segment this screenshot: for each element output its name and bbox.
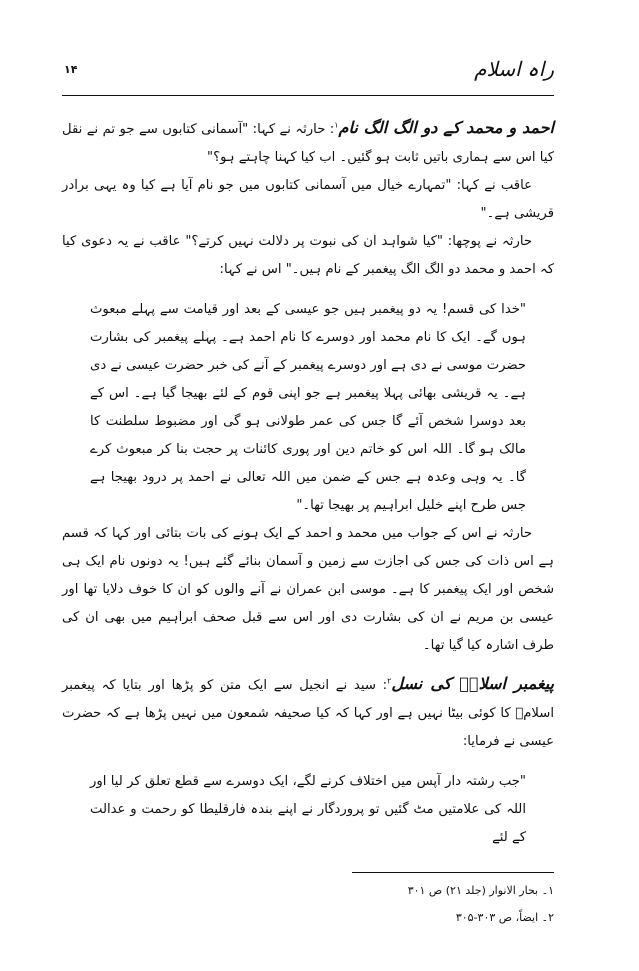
haritha-response: حارثہ نے اس کے جواب میں محمد و احمد کے ایک ہونے کی بات بتائی اور کہا کہ قسم ہے اس ذات کی جس کی اجازت سے زمین و آسمان بنائے گئے ہیں! یہ دونوں نام ایک ہی شخص اور ایک پیغمبر کا ہے۔ موسی ابن عمران نے آنے والوں کو ان کا خوف دلایا تھا اور عیسی بن مریم نے ان کی بشارت دی اور اس سے قبل صحف ابراہیم میں بھی ان کی طرف اشارہ کیا گیا تھا۔ — [62, 526, 554, 653]
footnotes — [62, 877, 554, 931]
section-1-intro-text: : حارثہ نے کہا: "آسمانی کتابوں سے جو تم نے نقل کیا اس سے ہماری باتیں ثابت ہو گئیں۔ اب کیا کہنا چاہتے ہو؟" — [62, 122, 554, 165]
section-2-heading: پیغمبر اسلامؐ کی نسل — [391, 674, 554, 693]
section-2-intro — [62, 670, 554, 756]
header-divider — [62, 95, 554, 96]
footnote-2: ۲۔ ایضاً، ص ۳۰۳-۳۰۵ — [455, 911, 554, 924]
haritha-question: حارثہ نے پوچھا: "کیا شواہد ان کی نبوت پر دلالت نہیں کرتے؟" عاقب نے یہ دعوی کیا کہ احمد و محمد دو الگ الگ پیغمبر کے نام ہیں۔" اس نے کہا: — [62, 234, 554, 277]
footnote-marker-1: ۱ — [334, 120, 339, 130]
page-header — [62, 55, 554, 87]
spacer — [62, 660, 554, 670]
spacer — [62, 756, 554, 762]
footnote-divider — [352, 872, 554, 873]
quote-block-1: "خدا کی قسم! یہ دو پیغمبر ہیں جو عیسی کے بعد اور قیامت سے پہلے مبعوث ہوں گے۔ ایک کا نام محمد اور دوسرے کا نام احمد ہے۔ پہلے پیغمبر کی بشارت حضرت موسی نے دی ہے اور دوسرے پیغمبر کے آنے کی خبر حضرت عیسی نے دی ہے۔ یہ قریشی بھائی پہلا پیغمبر ہے جو اپنی قوم کے لئے بھیجا گیا ہے۔ اس کے بعد دوسرا شخص آئے گا جس کی عمر طولانی ہو گی اور مضبوط سلطنت کا مالک ہو گا۔ اللہ اس کو خاتم دین اور پوری کائنات پر حجت بنا کر مبعوث کرے گا۔ یہ وہی وعدہ ہے جس کے ضمن میں اللہ تعالی نے احمد پر درود بھیجا ہے جس طرح اپنے خلیل ابراہیم پر بھیجا تھا۔" — [90, 302, 526, 513]
aqib-statement: عاقب نے کہا: "تمہارے خیال میں آسمانی کتابوں میں جو نام آیا ہے کیا وہ یہی برادر قریشی ہے۔" — [62, 178, 554, 221]
footnote-1: ۱۔ بحار الانوار (جلد ۲۱) ص ۳۰۱ — [407, 884, 554, 897]
spacer — [62, 284, 554, 290]
section-2-intro-text: : سید نے انجیل سے ایک متن کو پڑھا اور بتایا کہ پیغمبر اسلامؐ کا کوئی بیٹا نہیں ہے اور کہا کہ کیا صحیفہ شمعون میں نہیں پڑھا ہے کہ حضرت عیسی نے فرمایا: — [62, 678, 554, 749]
book-title: راہ اسلام — [474, 57, 554, 81]
section-1-heading: احمد و محمد کے دو الگ الگ نام — [338, 118, 555, 137]
quote-block-2: "جب رشتہ دار آپس میں اختلاف کرنے لگے، ایک دوسرے سے قطع تعلق کر لیا اور اللہ کی علامتیں مٹ گئیں تو پروردگار نے اپنے بندہ فارقلیطا کو رحمت و عدالت کے لئے — [90, 774, 526, 845]
footnote-marker-2: ۲ — [387, 676, 392, 686]
page-number: ۱۴ — [64, 63, 78, 76]
page-body — [62, 114, 554, 852]
section-1-intro — [62, 114, 554, 172]
footnote-area — [62, 872, 554, 931]
